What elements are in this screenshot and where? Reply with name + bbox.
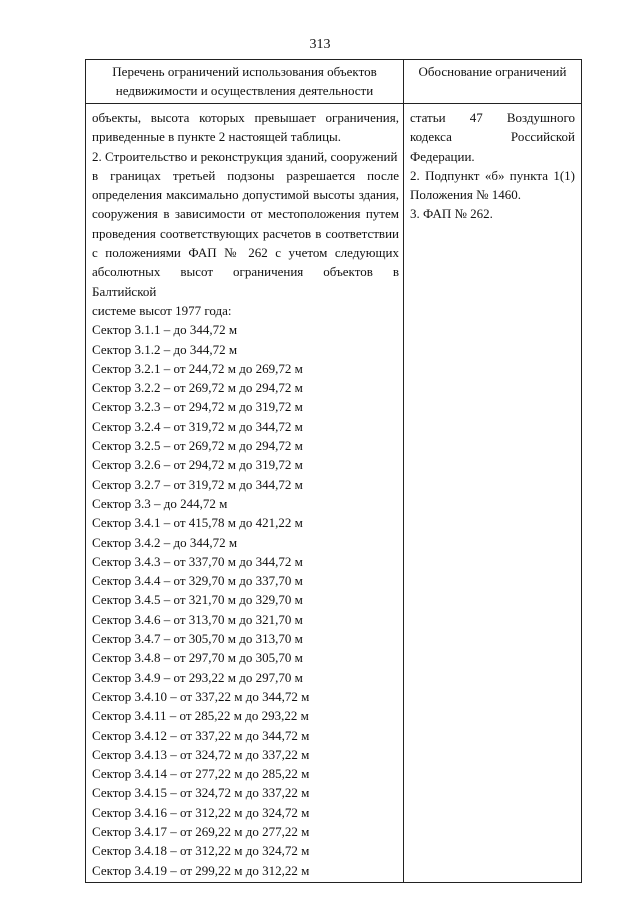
justification-list	[410, 108, 575, 224]
sector-item: Сектор 3.2.5 – от 269,72 м до 294,72 м	[92, 438, 303, 454]
restrictions-cell	[86, 104, 404, 883]
paragraph-line: определения максимально допустимой высоты здания,	[92, 187, 399, 203]
justification-line: кодекса Российской	[410, 129, 575, 145]
sector-item: Сектор 3.4.15 – от 324,72 м до 337,22 м	[92, 785, 310, 801]
sector-list	[92, 320, 399, 880]
header-line: Перечень ограничений использования объектов	[112, 64, 377, 79]
sector-item: Сектор 3.4.4 – от 329,70 м до 337,70 м	[92, 573, 303, 589]
sector-item: Сектор 3.4.13 – от 324,72 м до 337,22 м	[92, 746, 310, 762]
sector-item: Сектор 3.4.3 – от 337,70 м до 344,72 м	[92, 553, 303, 569]
paragraph-line: 2. Строительство и реконструкция зданий, сооружений	[92, 148, 398, 164]
justification-line: 2. Подпункт «б» пункта 1(1)	[410, 167, 575, 183]
sector-item: Сектор 3.4.14 – от 277,22 м до 285,22 м	[92, 766, 310, 782]
sector-item: Сектор 3.4.8 – от 297,70 м до 305,70 м	[92, 650, 303, 666]
sector-item: Сектор 3.4.17 – от 269,22 м до 277,22 м	[92, 823, 310, 839]
sector-item: Сектор 3.4.6 – от 313,70 м до 321,70 м	[92, 611, 303, 627]
paragraph-line: приведенные в пункте 2 настоящей таблицы.	[92, 129, 342, 145]
sector-item: Сектор 3.4.9 – от 293,22 м до 297,70 м	[92, 669, 303, 685]
sector-item: Сектор 3.4.7 – от 305,70 м до 313,70 м	[92, 631, 303, 647]
sector-item: Сектор 3.2.2 – от 269,72 м до 294,72 м	[92, 380, 303, 396]
sector-item: Сектор 3.4.5 – от 321,70 м до 329,70 м	[92, 592, 303, 608]
sector-item: Сектор 3.4.2 – до 344,72 м	[92, 534, 238, 550]
paragraph-line: сооружения в зависимости от местоположения путем	[92, 206, 399, 222]
sector-item: Сектор 3.1.2 – до 344,72 м	[92, 341, 238, 357]
paragraph-line: в границах третьей подзоны разрешается после	[92, 167, 399, 183]
justification-line: 3. ФАП № 262.	[410, 206, 493, 222]
sector-item: Сектор 3.3 – до 244,72 м	[92, 495, 228, 511]
paragraph-line: проведения соответствующих расчетов в соответствии	[92, 225, 399, 241]
sector-item: Сектор 3.4.12 – от 337,22 м до 344,72 м	[92, 727, 310, 743]
paragraph-line: абсолютных высот ограничения объектов в Балтийской	[92, 264, 399, 299]
restrictions-table	[85, 59, 582, 883]
justification-line: Федерации.	[410, 148, 475, 164]
justification-line: статьи 47 Воздушного	[410, 110, 575, 125]
sector-item: Сектор 3.1.1 – до 344,72 м	[92, 322, 238, 338]
header-line: недвижимости и осуществления деятельности	[115, 83, 374, 98]
sector-item: Сектор 3.4.18 – от 312,22 м до 324,72 м	[92, 843, 310, 859]
table-body-row	[86, 104, 582, 883]
sector-item: Сектор 3.2.7 – от 319,72 м до 344,72 м	[92, 476, 303, 492]
sector-item: Сектор 3.4.16 – от 312,22 м до 324,72 м	[92, 804, 310, 820]
sector-item: Сектор 3.2.1 – от 244,72 м до 269,72 м	[92, 360, 303, 376]
table-header-row	[86, 60, 582, 104]
paragraph-line: объекты, высота которых превышает ограничения,	[92, 110, 399, 125]
paragraph-line: с положениями ФАП № 262 с учетом следующих	[92, 245, 399, 261]
header-justification	[404, 60, 582, 104]
header-restrictions-list	[86, 60, 404, 104]
sector-item: Сектор 3.2.3 – от 294,72 м до 319,72 м	[92, 399, 303, 415]
sector-item: Сектор 3.4.11 – от 285,22 м до 293,22 м	[92, 708, 309, 724]
header-line: Обоснование ограничений	[418, 64, 567, 79]
page-number: 313	[309, 37, 331, 52]
justification-cell	[404, 104, 582, 883]
sector-item: Сектор 3.2.6 – от 294,72 м до 319,72 м	[92, 457, 303, 473]
sector-item: Сектор 3.2.4 – от 319,72 м до 344,72 м	[92, 418, 303, 434]
sector-item: Сектор 3.4.10 – от 337,22 м до 344,72 м	[92, 688, 310, 704]
sector-item: Сектор 3.4.1 – от 415,78 м до 421,22 м	[92, 515, 303, 531]
sector-item: Сектор 3.4.19 – от 299,22 м до 312,22 м	[92, 862, 310, 878]
justification-line: Положения № 1460.	[410, 187, 522, 203]
restrictions-paragraph	[92, 108, 399, 320]
paragraph-line: системе высот 1977 года:	[92, 302, 232, 318]
